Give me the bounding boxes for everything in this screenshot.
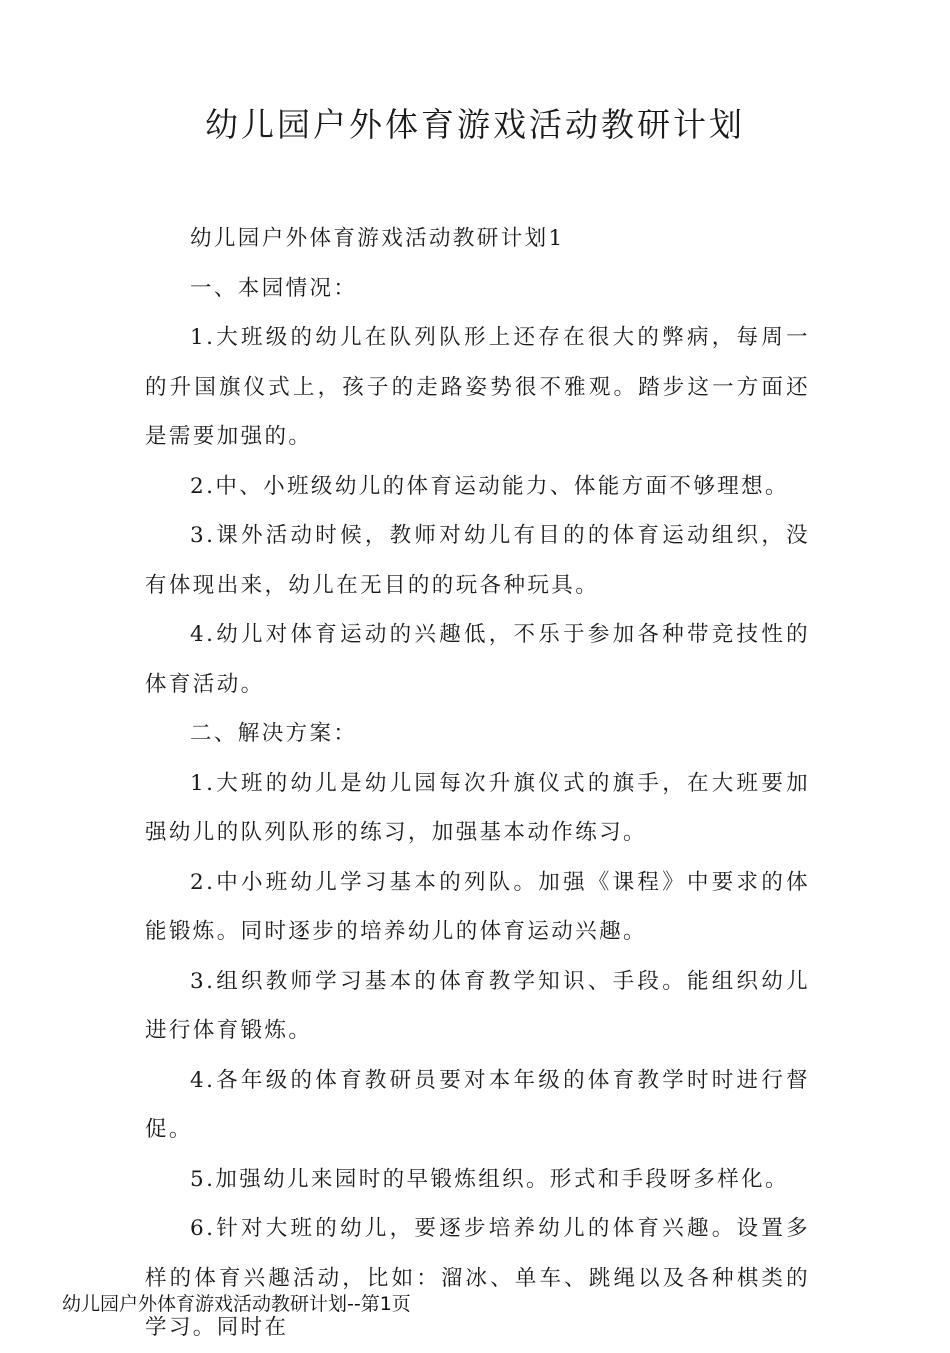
paragraph: 3.课外活动时候，教师对幼儿有目的的体育运动组织，没有体现出来，幼儿在无目的的玩各种玩具。 — [145, 523, 810, 598]
section-heading-solutions: 二、解决方案： — [190, 721, 358, 746]
paragraph: 1.大班的幼儿是幼儿园每次升旗仪式的旗手，在大班要加强幼儿的队列队形的练习，加强基本动作练习。 — [145, 770, 810, 845]
paragraph: 3.组织教师学习基本的体育教学知识、手段。能组织幼儿进行体育锻炼。 — [145, 968, 810, 1043]
paragraph: 4.幼儿对体育运动的兴趣低，不乐于参加各种带竞技性的体育活动。 — [145, 622, 810, 697]
paragraph: 2.中小班幼儿学习基本的列队。加强《课程》中要求的体能锻炼。同时逐步的培养幼儿的体育运动兴趣。 — [145, 869, 810, 944]
document-body — [145, 214, 810, 1353]
paragraph: 2.中、小班级幼儿的体育运动能力、体能方面不够理想。 — [190, 473, 789, 499]
paragraph-subtitle: 幼儿园户外体育游戏活动教研计划1 — [190, 226, 565, 251]
document-title: 幼儿园户外体育游戏活动教研计划 — [205, 105, 745, 144]
paragraph: 6.针对大班的幼儿，要逐步培养幼儿的体育兴趣。设置多样的体育兴趣活动，比如：溜冰、单车、跳绳以及各种棋类的学习。同时在 — [145, 1216, 810, 1340]
paragraph: 4.各年级的体育教研员要对本年级的体育教学时时进行督促。 — [145, 1067, 810, 1142]
paragraph: 1.大班级的幼儿在队列队形上还存在很大的弊病，每周一的升国旗仪式上，孩子的走路姿势很不雅观。踏步这一方面还是需要加强的。 — [145, 325, 810, 449]
section-heading-current-situation: 一、本园情况： — [190, 275, 358, 301]
page-footer: 幼儿园户外体育游戏活动教研计划--第1页 — [62, 1293, 411, 1315]
paragraph: 5.加强幼儿来园时的早锻炼组织。形式和手段呀多样化。 — [190, 1166, 789, 1192]
